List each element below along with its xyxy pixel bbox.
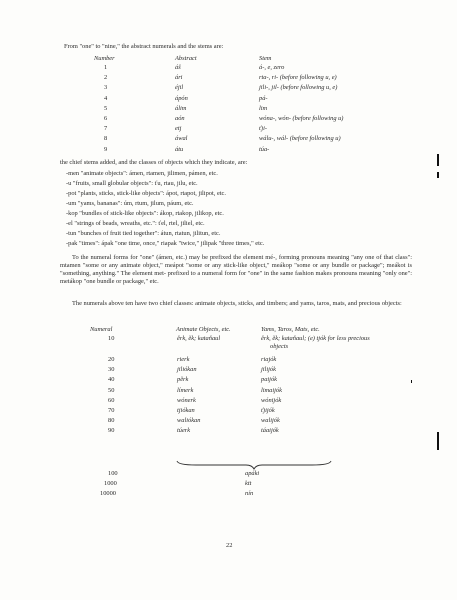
table1-stem-cell: pá- — [259, 94, 268, 102]
list-item: -pot "plants, sticks, stick-like objects": ápot, rtapot, jilipot, etc. — [66, 190, 226, 197]
table1-stem-cell: túa- — [259, 145, 270, 153]
table1-abstract-cell: áwal — [175, 135, 188, 143]
table1-header-abstract: Abstract — [175, 55, 197, 62]
table2-numeral-cell: 40 — [108, 376, 115, 384]
table1-number-cell: 1 — [104, 64, 108, 71]
table1-number-cell: 8 — [104, 135, 108, 143]
table2-shared-value-cell: apáki — [245, 470, 260, 477]
table1-number-cell: 4 — [104, 94, 108, 102]
table2-yams-cell: walijók — [261, 417, 280, 425]
table1-abstract-cell: áš — [175, 64, 181, 71]
table2-numeral-cell: 70 — [108, 407, 115, 414]
table1-stem-cell: lim — [259, 104, 268, 112]
list-item: -kop "bundles of stick-like objects": ákop, rtakop, jilikop, etc. — [66, 210, 224, 217]
intro-text: From "one" to "nine," the abstract numerals and the stems are: — [64, 43, 224, 50]
table1-abstract-cell: ári — [175, 74, 183, 82]
table2-yams-cell: jilijók — [261, 366, 276, 374]
higher-numerals-paragraph: The numerals above ten have two chief classes: animate objects, sticks, and timbers; and yams, taros, mats, and precious objects: — [72, 300, 402, 307]
table1-stem-cell: á-, e, zero — [259, 64, 285, 71]
table1-number-cell: 7 — [104, 125, 108, 133]
table2-shared-numeral-cell: 1000 — [104, 480, 117, 488]
table1-number-cell: 6 — [104, 115, 108, 122]
table1-abstract-cell: aón — [175, 115, 185, 122]
table2-yams-cell: ťjijók — [261, 407, 275, 414]
list-item: -tun "bunches of fruit tied together": átun, rtatun, jilitun, etc. — [66, 230, 221, 237]
table2-yams-cell: limaijók — [261, 386, 282, 394]
table1-number-cell: 5 — [104, 104, 108, 112]
table2-numeral-cell: 50 — [108, 386, 115, 394]
table2-numeral-cell: 90 — [108, 427, 115, 435]
table2-yams-cell: paijók — [261, 376, 277, 384]
margin-mark — [437, 154, 439, 166]
table2-numeral-cell: 30 — [108, 366, 115, 374]
list-item: -el "strings of beads, wreaths, etc.": ťel, rtel, jiliel, etc. — [66, 220, 205, 227]
table1-stem-cell: wálu-, wál- (before following u) — [259, 135, 341, 143]
list-item: -pak "times": ápak "one time, once," riapak "twice," jilipak "three times," etc. — [66, 240, 265, 247]
table2-animate-cell: waliókan — [177, 417, 201, 425]
table2-shared-numeral-cell: 10000 — [100, 490, 116, 498]
table2-animate-cell: rierk — [177, 356, 190, 363]
table2-animate-cell: pěrk — [177, 376, 189, 384]
table1-number-cell: 9 — [104, 145, 108, 153]
table1-header-stem: Stem — [259, 55, 272, 62]
table1-abstract-cell: ápón — [175, 94, 188, 102]
margin-mark — [437, 172, 439, 178]
list-item: -u "fruits, small globular objects": ťu, rtau, jilu, etc. — [66, 180, 198, 187]
table2-yams-cell: ěrk, ěk; kataňaul; (e) tjók for less precious — [261, 335, 370, 342]
table1-number-cell: 3 — [104, 84, 108, 92]
table2-animate-cell: jiliókan — [177, 366, 197, 374]
stems-intro-text: the chief stems added, and the classes of objects which they indicate, are: — [60, 159, 248, 166]
table1-abstract-cell: éjil — [175, 84, 184, 92]
table1-header-number: Number — [94, 55, 115, 62]
margin-mark — [411, 380, 412, 383]
pronoun-paragraph: To the numeral forms for "one" (ámen, etc.) may be prefixed the element mé-, forming pronouns meaning "any one of that class": mtamen "some or any animate object," meápot "some or any stick-like object," meákop "some or any bundle or package"; meákot is "something, anything." The element met- prefixed to a numeral form for "one" in the same fashion makes pronouns meaning "only one": metákop "one bundle or package," etc. — [60, 254, 412, 285]
table1-abstract-cell: etj — [175, 125, 182, 133]
table2-numeral-cell: 80 — [108, 417, 115, 425]
table2-numeral-cell: 20 — [108, 356, 115, 363]
table1-abstract-cell: álim — [175, 104, 187, 112]
table2-numeral-cell: 60 — [108, 396, 115, 404]
table2-animate-cell: límerk — [177, 386, 194, 394]
table1-stem-cell: rta-, ri- (before following u, e) — [259, 74, 337, 82]
table2-yams-cell: wónijók — [261, 396, 282, 404]
table1-abstract-cell: átu — [175, 145, 184, 153]
table2-yams-cell: táaijók — [261, 427, 279, 435]
table1-stem-cell: ťji- — [259, 125, 268, 133]
table2-animate-cell: tjiókan — [177, 407, 195, 414]
table2-header-yams: Yams, Taros, Mats, etc. — [261, 326, 320, 333]
table2-yams-cell: riajók — [261, 356, 277, 363]
table2-shared-value-cell: ktt — [245, 480, 252, 488]
list-item: -men "animate objects": ámen, rtamen, jilimen, pámen, etc. — [66, 170, 218, 177]
merge-brace — [176, 460, 332, 470]
table2-shared-value-cell: nín — [245, 490, 254, 498]
list-item: -um "yams, bananas": úm, rtum, jilum, páum, etc. — [66, 200, 194, 207]
table1-stem-cell: wóna-, wón- (before following u) — [259, 115, 344, 122]
table2-header-animate: Animate Objects, etc. — [176, 326, 231, 333]
table2-animate-cell: túerk — [177, 427, 191, 435]
table2-header-numeral: Numeral — [90, 326, 113, 333]
table2-animate-cell: wónerk — [177, 396, 196, 404]
margin-mark — [437, 432, 439, 450]
table2-yams-cell: objects — [270, 343, 289, 350]
table2-numeral-cell: 10 — [108, 335, 115, 342]
table1-stem-cell: jili-, jil- (before following u, e) — [259, 84, 338, 92]
table1-number-cell: 2 — [104, 74, 108, 82]
table2-shared-numeral-cell: 100 — [108, 470, 118, 477]
page-number: 22 — [226, 542, 233, 549]
table2-animate-cell: ěrk, ěk; kataňaul — [177, 335, 221, 342]
